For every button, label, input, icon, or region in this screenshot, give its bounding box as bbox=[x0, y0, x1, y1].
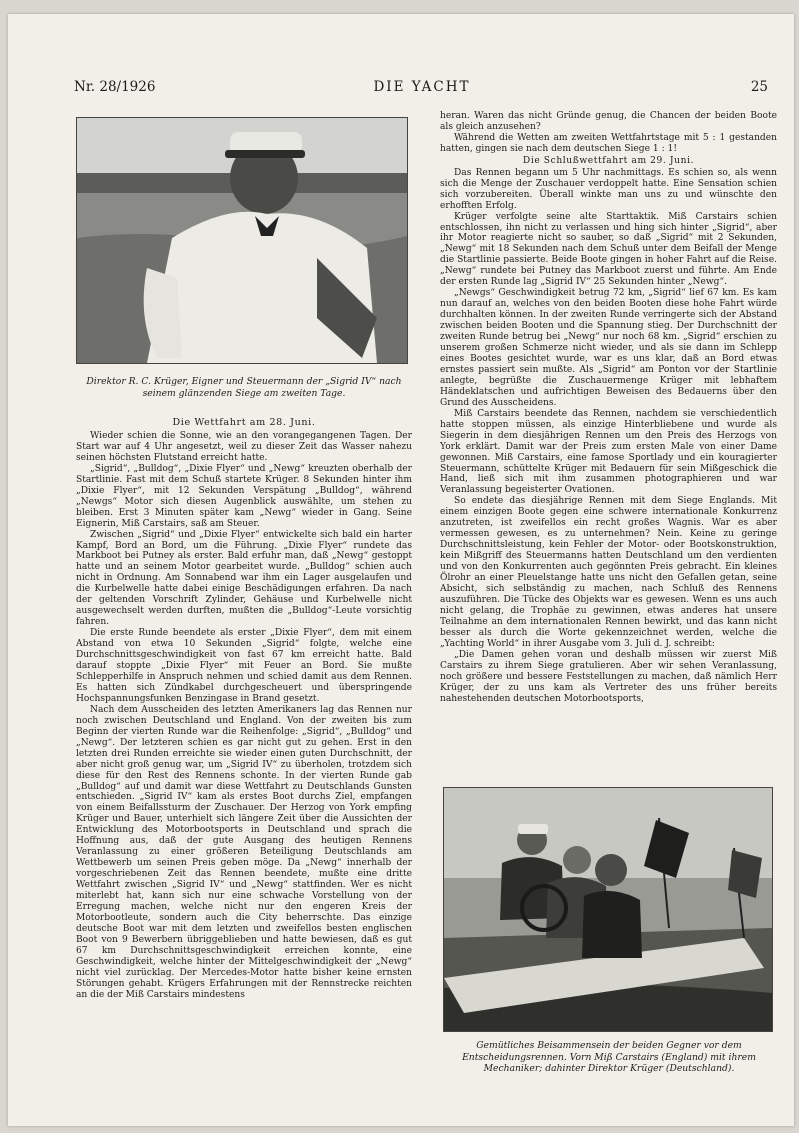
right-paragraph: Miß Carstairs beendete das Rennen, nachdem sie verschiedentlich hatte stoppen müssen, als einzige Hinterbliebene und wurde als Siegerin in dem diesjährigen Rennen um den Preis des Herzogs von York erklärt. Damit war der Preis zum ersten Male von einer Dame gewonnen. Miß Carstairs, eine famose Sportlady und ein kouragierter Steuermann, schüttelte Krüger mit Bedauern für sein Mißgeschick die Hand, ließ sich mit ihm zusammen photographieren und war Veranlassung begeisterter Ovationen. bbox=[440, 408, 777, 496]
issue-number: Nr. 28/1926 bbox=[74, 79, 156, 95]
section-title-schlusswettfahrt: Die Schlußwettfahrt am 29. Juni. bbox=[522, 155, 695, 166]
portrait-illustration bbox=[77, 118, 407, 363]
left-paragraph: Zwischen „Sigrid“ und „Dixie Flyer“ entwickelte sich bald ein harter Kampf, Bord an Bord, um die Führung. „Dixie Flyer“ rundete das Markboot bei Putney als erster. Bald erfuhr man, daß „Newg“ gestoppt hatte und an seinem Motor gearbeitet wurde. „Bulldog“ schien auch nicht in Ordnung. Am Sonnabend war ihm ein Lager ausgelaufen und die Kurbelwelle hatte dabei einige Beschädigungen erfahren. Da nach der geltenden Vorschrift Zylinder, Gehäuse und Kurbelwelle nicht ausgewechselt werden durften, mußten die „Bulldog“-Leute vorsichtig fahren. bbox=[76, 529, 412, 628]
left-paragraph: „Sigrid“, „Bulldog“, „Dixie Flyer“ und „Newg“ kreuzten oberhalb der Startlinie. Fast mit dem Schuß startete Krüger. 8 Sekunden hinter ihm „Dixie Flyer“, mit 12 Sekunden Verspätung „Bulldog“, während „Newgs“ Motor sich diesen Augenblick auswählte, um stehen zu bleiben. Erst 3 Minuten später kam „Newg“ wieder in Gang. Seine Eignerin, Miß Carstairs, saß am Steuer. bbox=[76, 463, 412, 529]
photo-boat-crew bbox=[443, 787, 773, 1032]
page-header bbox=[74, 79, 770, 97]
right-paragraph: So endete das diesjährige Rennen mit dem Siege Englands. Mit einem einzigen Boote gegen eine schwere internationale Konkurrenz anzutreten, ist zweifellos ein recht großes Wagnis. War es aber vermessen gewesen, es zu unternehmen? Nein. Keine zu geringe Durchschnittsleistung, kein Fehler der Motor- oder Bootskonstruktion, kein Mißgriff des Steuermanns hatten Deutschland um den verdienten und von den Konkurrenten auch gegönnten Preis gebracht. Ein kleines Ölrohr an einer Pleuelstange hatte uns nicht den Gefallen getan, seine Absicht, sich selbständig zu machen, nach Schluß des Rennens auszuführen. Die Tücke des Objekts war es gewesen. Wenn es uns auch nicht gelang, die Trophäe zu gewinnen, etwas anderes hat unsere Teilnahme an dem internationalen Rennen bewirkt, und das kann nicht besser als durch die Worte gekennzeichnet werden, welche die „Yachting World“ in ihrer Ausgabe vom 3. Juli d. J. schreibt: bbox=[440, 496, 777, 649]
right-paragraph: Während die Wetten am zweiten Wettfahrtstage mit 5 : 1 gestanden hatten, gingen sie nach dem deutschen Siege 1 : 1! bbox=[440, 132, 777, 154]
left-column bbox=[76, 431, 412, 1001]
left-paragraph: Wieder schien die Sonne, wie an den vorangegangenen Tagen. Der Start war auf 4 Uhr angesetzt, weil zu dieser Zeit das Wasser nahezu seinen höchsten Flutstand erreicht hatte. bbox=[76, 431, 412, 463]
photo-krueger-portrait bbox=[76, 117, 408, 364]
right-paragraph: „Die Damen gehen voran und deshalb müssen wir zuerst Miß Carstairs zu ihrem Siege gratulieren. Aber wir sehen Veranlassung, noch größere und bessere Feststellungen zu machen, daß nämlich Herr Krüger, der zu uns kam als Vertreter des uns früher bereits nahestehenden deutschen Motorbootsports, bbox=[440, 649, 777, 704]
right-paragraph: „Newgs“ Geschwindigkeit betrug 72 km, „Sigrid“ lief 67 km. Es kam nun darauf an, welches von den beiden Booten diese hohe Fahrt würde durchhalten können. In der zweiten Runde verringerte sich der Abstand zwischen beiden Booten und die Spannung stieg. Der Durchschnitt der zweiten Runde betrug bei „Newg“ nur noch 68 km. „Sigrid“ erschien zu unserem großen Schmerze nicht wieder, und als sie dann im Schlepp eines Bootes gesichtet wurde, war es uns klar, daß an Bord etwas ernstes passiert sein mußte. Als „Sigrid“ am Ponton vor der Startlinie anlegte, begrüßte die Zuschauermenge Krüger mit lebhaftem Händeklatschen und aufrichtigen Beweisen des Bedauerns über den Grund des Ausscheidens. bbox=[440, 288, 777, 408]
right-paragraph: Krüger verfolgte seine alte Starttaktik. Miß Carstairs schien entschlossen, ihn nicht zu verlassen und hing sich hinter „Sigrid“, aber ihr Motor reagierte nicht so sauber, so daß „Sigrid“ mit 2 Sekunden, „Newg“ mit 18 Sekunden nach dem Schuß unter dem Beifall der Menge die Startlinie passierte. Beide Boote gingen in hoher Fahrt auf die Reise. „Newg“ rundete bei Putney das Markboot zuerst und führte. Am Ende der ersten Runde lag „Sigrid IV“ 25 Sekunden hinter „Newg“. bbox=[440, 211, 777, 288]
magazine-title: DIE YACHT bbox=[373, 79, 471, 95]
boat-illustration bbox=[444, 788, 772, 1031]
photo1-caption: Direktor R. C. Krüger, Eigner und Steuermann der „Sigrid IV“ nach seinem glänzenden Siege am zweiten Tage. bbox=[86, 376, 402, 399]
right-column bbox=[440, 111, 777, 704]
right-paragraph: Das Rennen begann um 5 Uhr nachmittags. Es schien so, als wenn sich die Menge der Zuschauer verdoppelt hatte. Eine Sensation schien sich vorzubereiten. Überall winkte man uns zu und wünschte den erhofften Erfolg. bbox=[440, 167, 777, 211]
section-title-wettfahrt: Die Wettfahrt am 28. Juni. bbox=[172, 417, 316, 428]
photo2-caption: Gemütliches Beisammensein der beiden Gegner vor dem Entscheidungsrennen. Vorn Miß Carstairs (England) mit ihrem Mechaniker; dahinter Direktor Krüger (Deutschland). bbox=[462, 1040, 756, 1074]
page-number: 25 bbox=[750, 79, 768, 95]
left-paragraph: Nach dem Ausscheiden des letzten Amerikaners lag das Rennen nur noch zwischen Deutschland und England. Von der zweiten bis zum Beginn der vierten Runde war die Reihenfolge: „Sigrid“, „Bulldog“ und „Newg“. Der letzteren schien es gar nicht gut zu gehen. Erst in den letzten drei Runden erreichte sie wieder einen guten Durchschnitt, der aber nicht groß genug war, um „Sigrid IV“ zu überholen, trotzdem sich diese für den Rest des Rennens schonte. In der vierten Runde gab „Bulldog“ auf und damit war diese Wettfahrt zu Deutschlands Gunsten entschieden. „Sigrid IV“ kam als erstes Boot durchs Ziel, empfangen von einem Beifallssturm der Zuschauer. Der Herzog von York empfing Krüger und Bauer, unterhielt sich längere Zeit über die Aussichten der Entwicklung des Motorbootsports in Deutschland und sprach die Hoffnung aus, daß der gute Ausgang des heutigen Rennens Veranlassung zu einer größeren Beteiligung Deutschlands am Wettbewerb um seinen Preis geben möge. Da „Newg“ innerhalb der vorgeschriebenen Zeit das Rennen beendete, mußte eine dritte Wettfahrt zwischen „Sigrid IV“ und „Newg“ stattfinden. Wer es nicht miterlebt hat, kann sich nur eine schwache Vorstellung von der Erregung machen, welche nicht nur den engeren Kreis der Motorbootleute, sondern auch die City beherrschte. Das einzige deutsche Boot war mit dem letzten und zweifellos besten englischen Boot von 9 Bewerbern übriggeblieben und hatte bewiesen, daß es gut 67 km Durchschnittsgeschwindigkeit erreichen konnte, eine Geschwindigkeit, welche hinter der Mittelgeschwindigkeit der „Newg“ nicht viel zurücklag. Der Mercedes-Motor hatte bisher keine ernsten Störungen gehabt. Krügers Erfahrungen mit der Rennstrecke reichten an die der Miß Carstairs mindestens bbox=[76, 704, 412, 1000]
right-paragraph: heran. Waren das nicht Gründe genug, die Chancen der beiden Boote als gleich anzusehen? bbox=[440, 111, 777, 132]
left-paragraph: Die erste Runde beendete als erster „Dixie Flyer“, dem mit einem Abstand von etwa 10 Sekunden „Sigrid“ folgte, welche eine Durchschnittsgeschwindigkeit von fast 67 km erreicht hatte. Bald darauf stoppte „Dixie Flyer“ mit Feuer an Bord. Sie mußte Schlepperhilfe in Anspruch nehmen und schied damit aus dem Rennen. Es hatten sich Zündkabel durchgescheuert und überspringende Hochspannungsfunken Benzingase in Brand gesetzt. bbox=[76, 628, 412, 704]
